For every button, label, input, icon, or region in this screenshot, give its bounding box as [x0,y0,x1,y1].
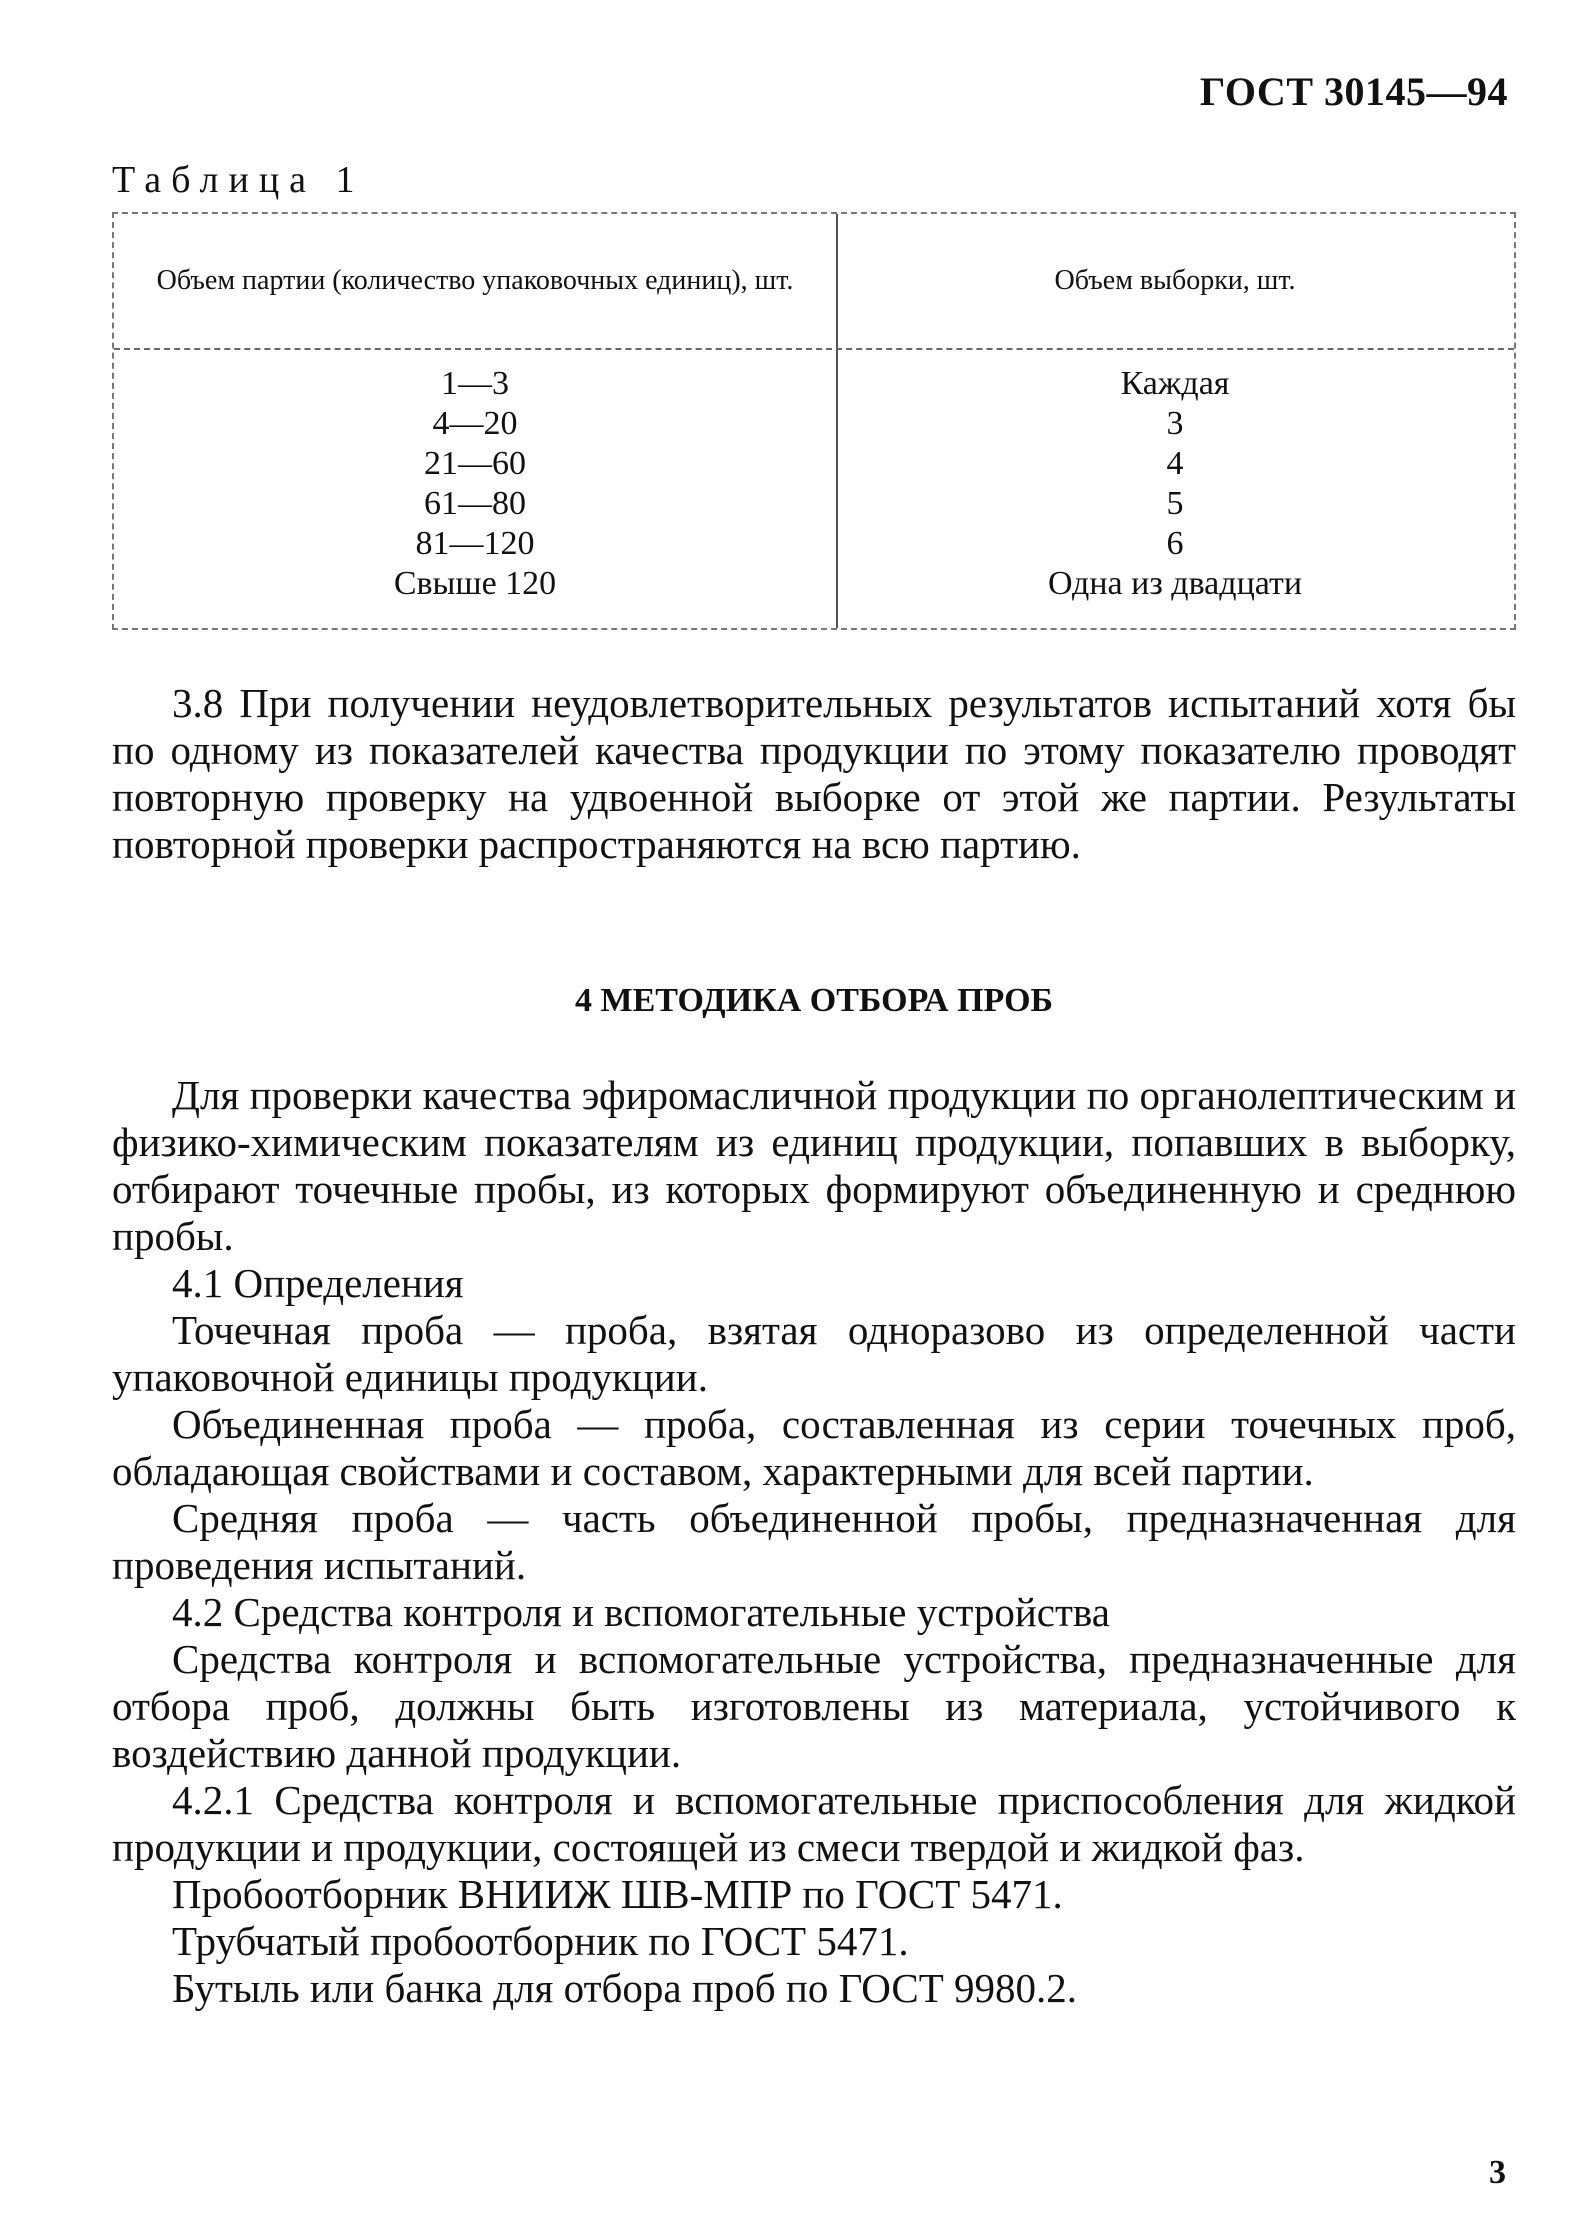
standard-code: ГОСТ 30145—94 [1199,69,1508,114]
list-item-sampler: Пробоотборник ВНИИЖ ШВ-МПР по ГОСТ 5471. [172,1871,1063,1917]
paragraph-4-2-1: 4.2.1 Средства контроля и вспомогательные приспособления для жидкой продукции и продукции, состоящей из смеси твердой и жидкой фаз. [112,1777,1516,1870]
table-cell-lot: 4—20 [432,405,518,442]
table-header-lot-size: Объем партии (количество упаковочных единиц), шт. [156,265,794,296]
table-caption: Таблица 1 [112,159,365,201]
list-item-bottle: Бутыль или банка для отбора проб по ГОСТ 9980.2. [172,1965,1078,2011]
section-4-heading: 4 МЕТОДИКА ОТБОРА ПРОБ [574,982,1054,1019]
paragraph-4-1-title: 4.1 Определения [172,1260,464,1306]
table-cell-sample: Одна из двадцати [1047,565,1303,602]
table-header-sample-size: Объем выборки, шт. [1054,265,1296,296]
sampling-table [112,212,1516,630]
list-item-tube-sampler: Трубчатый пробоотборник по ГОСТ 5471. [172,1918,909,1964]
table-cell-lot: 21—60 [424,445,526,482]
table-cell-sample: 4 [1166,445,1184,482]
table-cell-lot: 1—3 [441,365,509,402]
table-header-divider [114,348,1514,350]
table-cell-lot: 81—120 [415,525,535,562]
definition-average-sample: Средняя проба — часть объединенной пробы, предназначенная для проведения испытаний. [112,1495,1516,1588]
paragraph-4-2-text: Средства контроля и вспомогательные устройства, предназначенные для отбора проб, должны быть изготовлены из материала, устойчивого к воздействию данной продукции. [112,1636,1516,1776]
table-cell-sample: 5 [1166,485,1184,522]
table-column-lot-size [114,364,836,604]
table-column-sample-size [836,364,1514,604]
paragraph-3-8: 3.8 При получении неудовлетворительных результатов испытаний хотя бы по одному из показателей качества продукции по этому показателю проводят повторную проверку на удвоенной выборке от этой же партии. Результаты повторной проверки распространяются на всю партию. [112,680,1516,867]
paragraph-intro: Для проверки качества эфиромасличной продукции по органолептическим и физико-химическим показателям из единиц продукции, попавших в выборку, отбирают точечные пробы, из которых формируют объединенную и среднюю пробы. [112,1072,1516,1259]
section-3-8 [112,680,1516,868]
table-cell-lot: Свыше 120 [393,565,557,602]
page-number: 3 [1489,2154,1506,2191]
table-cell-sample: 6 [1166,525,1184,562]
table-cell-lot: 61—80 [424,485,526,522]
definition-point-sample: Точечная проба — проба, взятая одноразово из определенной части упаковочной единицы продукции. [112,1307,1516,1400]
table-cell-sample: 3 [1166,405,1184,442]
paragraph-4-2-title: 4.2 Средства контроля и вспомогательные устройства [172,1589,1110,1635]
definition-combined-sample: Объединенная проба — проба, составленная из серии точечных проб, обладающая свойствами и составом, характерными для всей партии. [112,1401,1516,1494]
table-cell-sample: Каждая [1120,365,1230,402]
section-4-body [112,1072,1516,2012]
